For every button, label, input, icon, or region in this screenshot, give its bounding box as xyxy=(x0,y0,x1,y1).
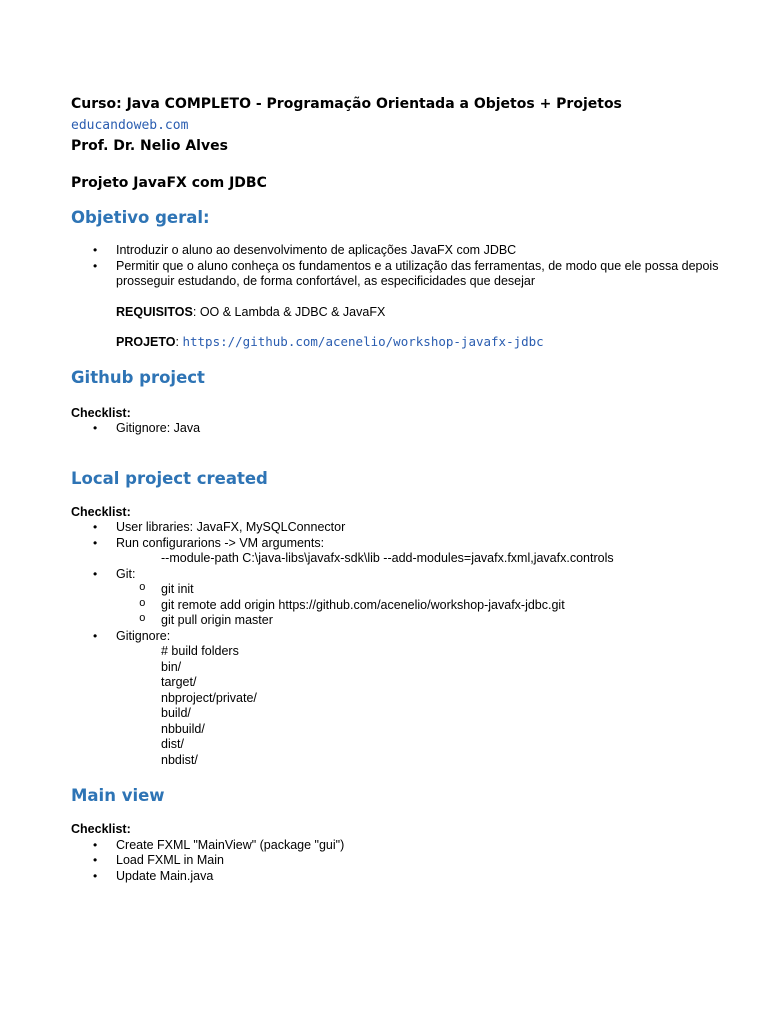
section-title-main-view: Main view xyxy=(71,786,165,805)
gitignore-line: # build folders xyxy=(161,644,239,658)
professor-name: Prof. Dr. Nelio Alves xyxy=(71,138,228,154)
git-steps xyxy=(116,582,732,629)
gitignore-line: build/ xyxy=(161,706,191,720)
projeto-line xyxy=(71,334,732,351)
project-title: Projeto JavaFX com JDBC xyxy=(71,175,267,191)
gitignore-label: Gitignore: xyxy=(116,628,171,643)
projeto-label: PROJETO xyxy=(116,335,176,349)
site-link[interactable]: educandoweb.com xyxy=(71,118,189,133)
section-title-local: Local project created xyxy=(71,468,268,488)
gitignore-line: bin/ xyxy=(161,659,182,674)
gitignore-line: nbdist/ xyxy=(161,752,198,767)
vm-arguments: --module-path C:\java-libs\javafx-sdk\lib --add-modules=javafx.fxml,javafx.controls xyxy=(161,551,614,565)
gitignore-line: target/ xyxy=(161,675,197,689)
github-checklist-item: • Gitignore: Java xyxy=(116,421,732,437)
mainview-checklist-item: • Load FXML in Main xyxy=(116,853,732,869)
objetivo-list xyxy=(71,243,732,290)
gitignore-line: nbproject/private/ xyxy=(161,690,257,705)
github-checklist-label: Checklist: xyxy=(71,405,131,420)
projeto-sep: : xyxy=(175,335,183,349)
mainview-checklist-item: • Create FXML "MainView" (package "gui") xyxy=(116,838,732,854)
gitignore-line: nbbuild/ xyxy=(161,721,205,736)
mainview-checklist xyxy=(71,838,732,885)
section-title-github: Github project xyxy=(71,367,205,387)
git-label: Git: xyxy=(116,566,136,581)
git-step: o git remote add origin https://github.com/acenelio/workshop-javafx-jdbc.git xyxy=(161,598,732,614)
objetivo-item: • Permitir que o aluno conheça os fundamentos e a utilização das ferramentas, de modo que ele possa depois prosseguir estudando, de forma confortável, as especificidades que desejar xyxy=(116,259,732,290)
local-item-libraries: • User libraries: JavaFX, MySQLConnector xyxy=(116,520,732,536)
course-title: Curso: Java COMPLETO - Programação Orientada a Objetos + Projetos xyxy=(71,96,622,112)
local-checklist-label: Checklist: xyxy=(71,504,131,519)
section-title-objetivo: Objetivo geral: xyxy=(71,208,210,227)
gitignore-line: dist/ xyxy=(161,737,184,751)
git-step: o git init xyxy=(161,582,732,598)
github-checklist xyxy=(71,421,732,437)
objetivo-item: • Introduzir o aluno ao desenvolvimento de aplicações JavaFX com JDBC xyxy=(116,243,732,259)
requisitos-label: REQUISITOS xyxy=(116,304,193,319)
mainview-checklist-item: • Update Main.java xyxy=(116,869,732,885)
local-item-run-config xyxy=(116,536,732,567)
requisitos-value: : OO & Lambda & JDBC & JavaFX xyxy=(192,304,386,319)
mainview-checklist-label: Checklist: xyxy=(71,822,131,836)
run-config-label: Run configurarions -> VM arguments: xyxy=(116,535,325,550)
local-item-gitignore xyxy=(116,629,732,769)
local-checklist xyxy=(71,520,732,768)
local-item-git xyxy=(116,567,732,629)
projeto-link[interactable]: https://github.com/acenelio/workshop-javafx-jdbc xyxy=(182,334,544,349)
requisitos-line xyxy=(71,305,732,321)
git-step: o git pull origin master xyxy=(161,613,732,629)
